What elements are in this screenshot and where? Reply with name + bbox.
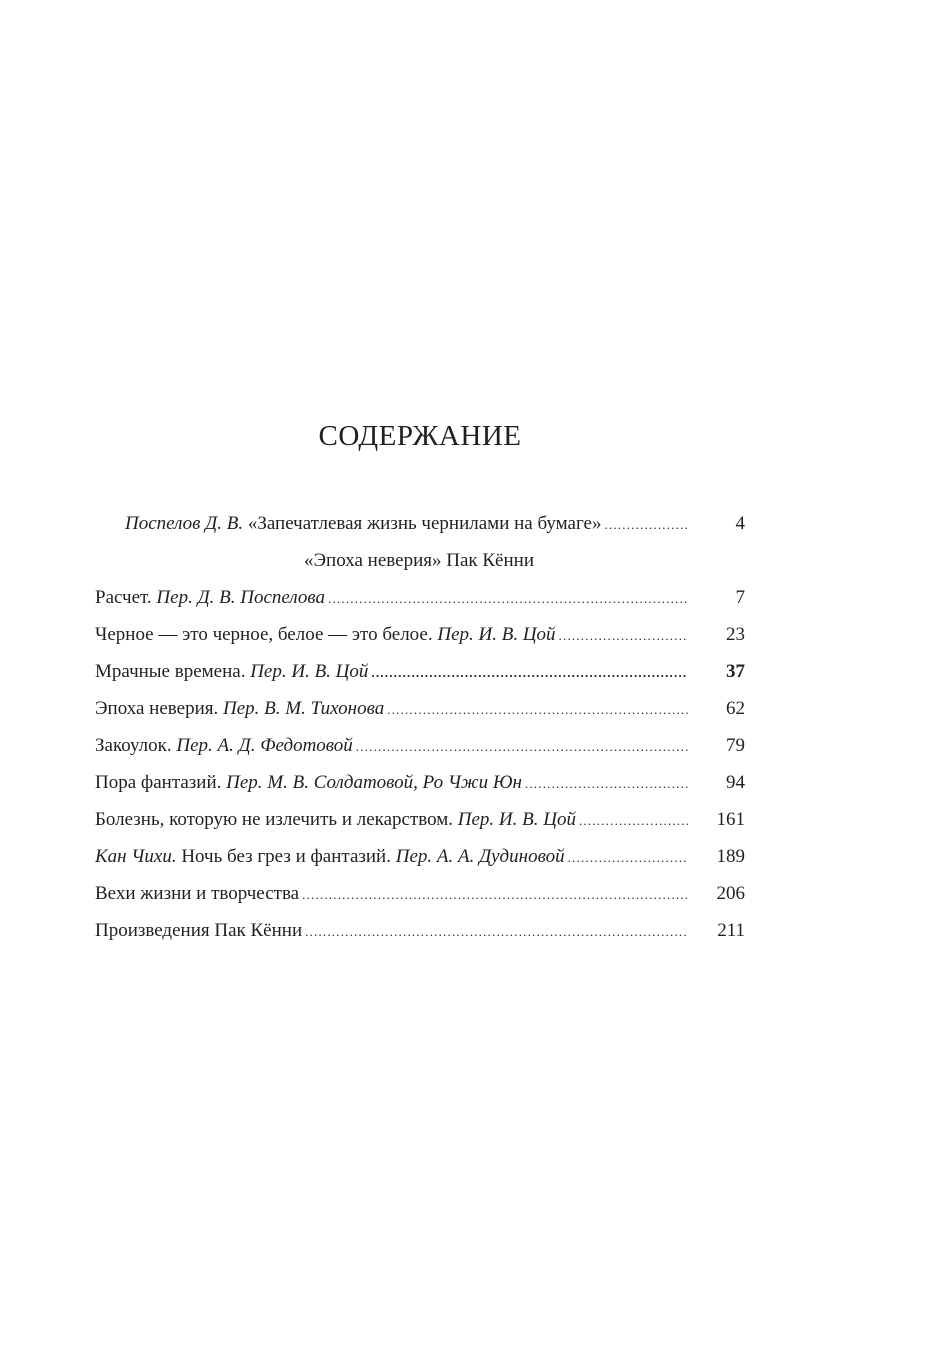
toc-entry-title: Произведения Пак Кённи — [95, 920, 303, 941]
toc-page-number: 23 — [726, 624, 745, 645]
toc-entry-translator: Пер. А. А. Дудиновой — [395, 846, 565, 867]
toc-entry-author: Поспелов Д. В. — [125, 513, 244, 534]
section-heading: «Эпоха неверия» Пак Кённи — [304, 550, 534, 571]
toc-entry-title: Болезнь, которую не излечить и лекарством. — [95, 809, 458, 830]
toc-entry[interactable] — [95, 875, 745, 912]
toc-entry-title: Пора фантазий. — [95, 772, 227, 793]
toc-page-number: 211 — [717, 920, 745, 941]
toc-entry-translator: Пер. В. М. Тихонова — [222, 698, 385, 719]
toc-leader — [559, 617, 688, 654]
toc-entry-translator: Пер. И. В. Цой — [437, 624, 556, 645]
toc-entry-translator: Пер. И. В. Цой — [457, 809, 576, 830]
toc-leader — [604, 506, 688, 543]
toc-entry[interactable] — [95, 579, 745, 616]
toc-entry[interactable] — [95, 838, 745, 875]
toc-entry[interactable] — [95, 616, 745, 653]
toc-entry-title: Расчет. — [95, 587, 157, 608]
toc-entry-title: Мрачные времена. — [95, 661, 251, 682]
toc-entry-title: Ночь без грез и фантазий. — [176, 846, 396, 867]
toc-entry-author: Кан Чихи. — [95, 846, 177, 867]
toc-page-number: 94 — [726, 772, 745, 793]
toc-leader — [579, 802, 688, 839]
toc-entry-title: Закоулок. — [95, 735, 177, 756]
toc-leader — [371, 654, 688, 691]
toc-entry[interactable] — [95, 912, 745, 949]
toc-entry-title: Черное — это черное, белое — это белое. — [95, 624, 438, 645]
toc-entry-intro[interactable] — [95, 505, 745, 542]
toc-entry-translator: Пер. Д. В. Поспелова — [156, 587, 326, 608]
page-title: СОДЕРЖАНИЕ — [318, 420, 522, 452]
toc-leader — [328, 580, 688, 617]
toc-entry-title: Вехи жизни и творчества — [95, 883, 300, 904]
toc-leader — [356, 728, 688, 765]
toc-page-number: 7 — [735, 587, 745, 608]
toc-page-number: 161 — [716, 809, 745, 830]
toc-page-number: 4 — [735, 513, 745, 534]
toc-entry-translator: Пер. М. В. Солдатовой, Ро Чжи Юн — [226, 772, 522, 793]
toc-entry[interactable] — [95, 801, 745, 838]
toc-leader — [305, 913, 688, 950]
toc-entry[interactable] — [95, 764, 745, 801]
toc-page-number: 62 — [726, 698, 745, 719]
table-of-contents — [95, 505, 745, 949]
toc-entry-translator: Пер. И. В. Цой — [250, 661, 369, 682]
toc-entry-translator: Пер. А. Д. Федотовой — [176, 735, 353, 756]
toc-entry-title: «Запечатлевая жизнь чернилами на бумаге» — [243, 513, 602, 534]
toc-entry-title: Эпоха неверия. — [95, 698, 223, 719]
toc-page-number: 79 — [726, 735, 745, 756]
toc-entry[interactable] — [95, 653, 745, 690]
toc-leader — [387, 691, 688, 728]
toc-page-number: 37 — [726, 661, 745, 682]
toc-entry[interactable] — [95, 727, 745, 764]
toc-leader — [302, 876, 688, 913]
toc-entry[interactable] — [95, 690, 745, 727]
toc-page-number: 206 — [716, 883, 745, 904]
toc-leader — [568, 839, 688, 876]
toc-leader — [525, 765, 688, 802]
toc-page-number: 189 — [716, 846, 745, 867]
